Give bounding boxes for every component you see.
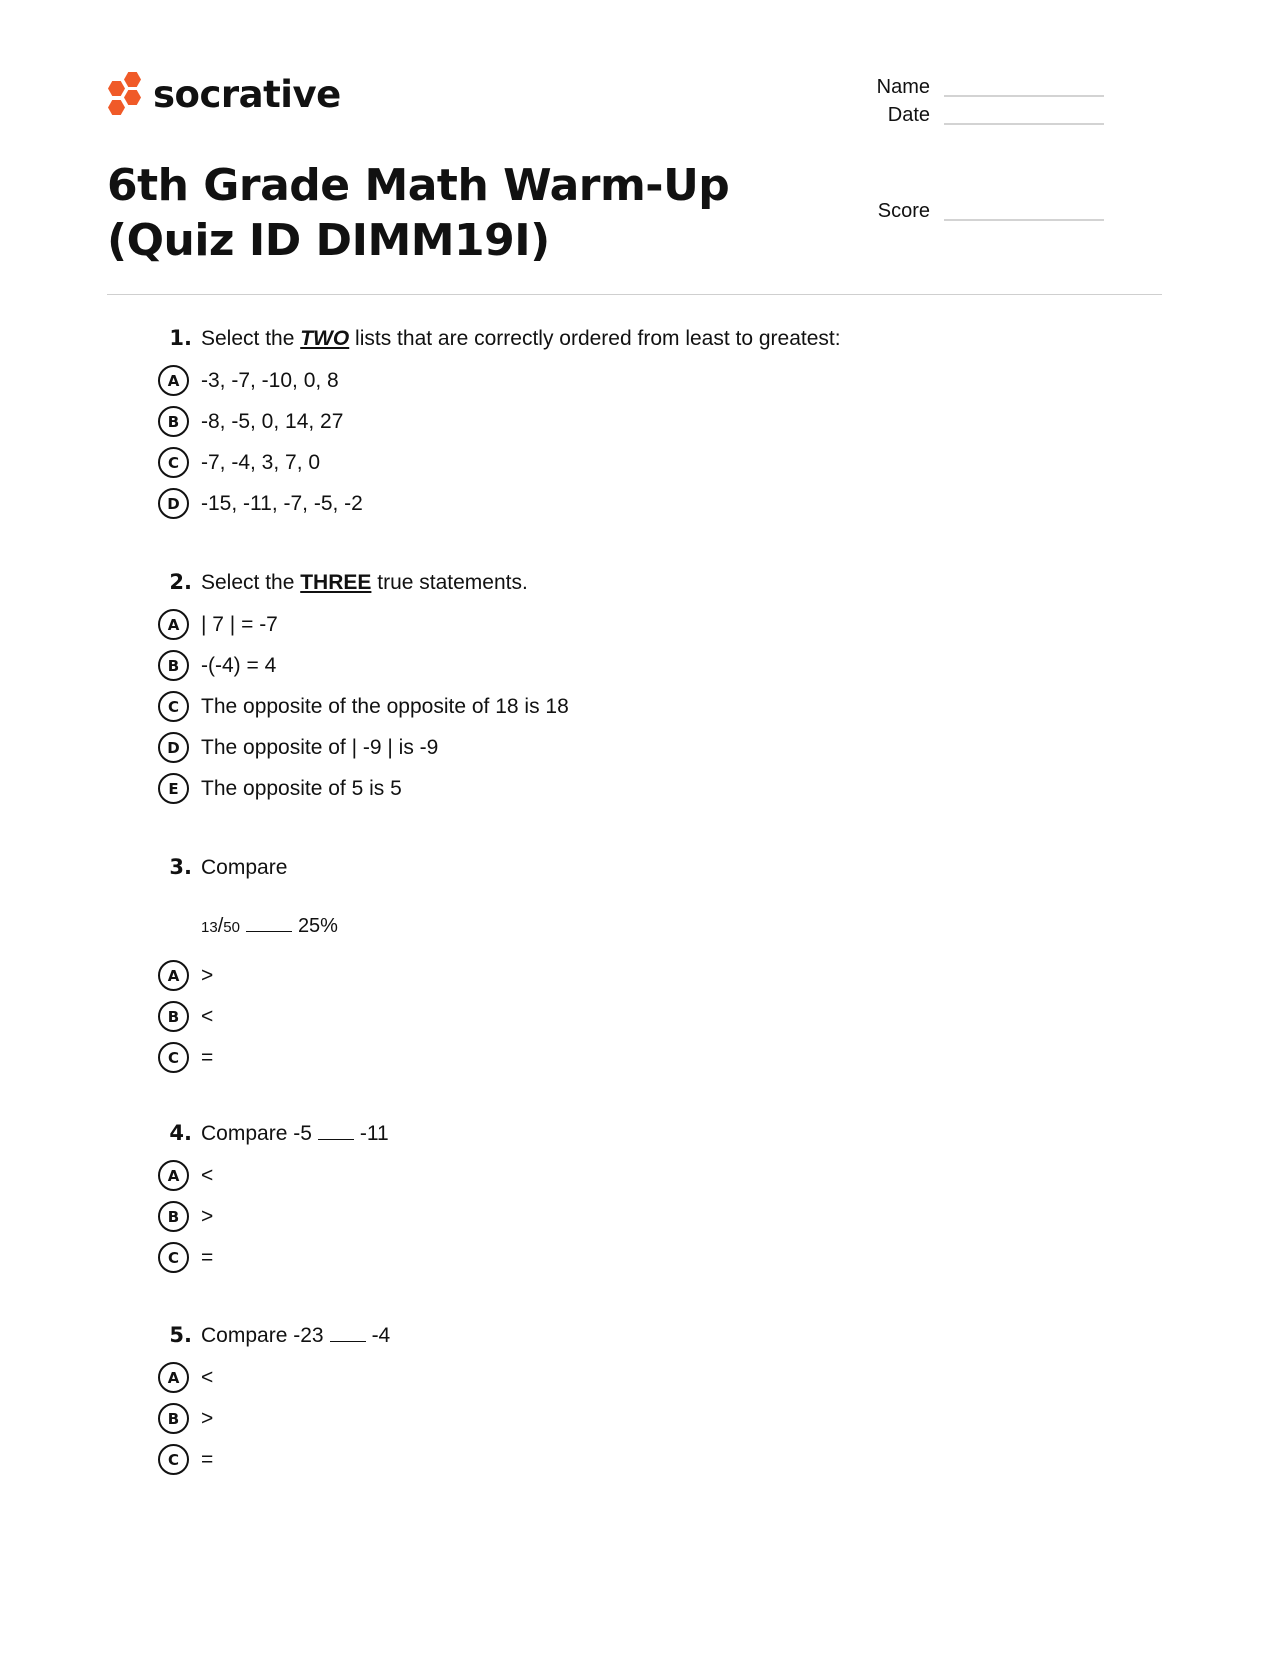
choice-a[interactable]: A < — [158, 1155, 1058, 1196]
question-number: 5. — [169, 1323, 192, 1347]
comparison-right: 25% — [297, 915, 338, 937]
date-input-line[interactable] — [944, 123, 1104, 125]
question-text: Select the TWO lists that are correctly ordered from least to greatest: — [201, 327, 841, 350]
bubble-icon[interactable]: A — [158, 365, 189, 396]
bubble-icon[interactable]: D — [158, 732, 189, 763]
bubble-icon[interactable]: C — [158, 1444, 189, 1475]
choice-d[interactable]: D The opposite of | -9 | is -9 — [158, 727, 1058, 768]
fraction-numerator: 13 — [201, 919, 218, 936]
bubble-icon[interactable]: C — [158, 1242, 189, 1273]
brand-name: socrative — [153, 72, 341, 116]
header-divider — [107, 294, 1162, 295]
question-3 — [158, 855, 1058, 1078]
choice-c[interactable]: C -7, -4, 3, 7, 0 — [158, 442, 1058, 483]
page-title: 6th Grade Math Warm-Up (Quiz ID DIMM19I) — [107, 160, 730, 266]
choice-c[interactable]: C = — [158, 1037, 1058, 1078]
answer-blank — [330, 1341, 366, 1342]
answer-blank — [318, 1139, 354, 1140]
fraction-denominator: 50 — [223, 919, 240, 936]
question-number: 4. — [169, 1121, 192, 1145]
score-field[interactable] — [860, 199, 1104, 223]
question-1 — [158, 326, 1058, 524]
question-text: Compare — [201, 856, 288, 879]
name-input-line[interactable] — [944, 95, 1104, 97]
choice-b[interactable]: B > — [158, 1398, 1058, 1439]
question-text: Compare -23 -4 — [201, 1324, 391, 1347]
bubble-icon[interactable]: D — [158, 488, 189, 519]
question-5 — [158, 1323, 1058, 1480]
choice-b[interactable]: B -(-4) = 4 — [158, 645, 1058, 686]
bubble-icon[interactable]: C — [158, 1042, 189, 1073]
bubble-icon[interactable]: E — [158, 773, 189, 804]
question-number: 3. — [169, 855, 192, 879]
hexagon-logo-icon — [107, 70, 145, 118]
choice-d[interactable]: D -15, -11, -7, -5, -2 — [158, 483, 1058, 524]
date-field[interactable] — [860, 103, 1104, 127]
question-4 — [158, 1121, 1058, 1278]
bubble-icon[interactable]: A — [158, 609, 189, 640]
question-2 — [158, 570, 1058, 809]
choice-b[interactable]: B < — [158, 996, 1058, 1037]
comparison-expression: 13 / 50 25% — [201, 915, 338, 937]
bubble-icon[interactable]: A — [158, 1362, 189, 1393]
bubble-icon[interactable]: B — [158, 650, 189, 681]
question-text: Select the THREE true statements. — [201, 571, 528, 594]
choice-c[interactable]: C = — [158, 1439, 1058, 1480]
choice-a[interactable]: A -3, -7, -10, 0, 8 — [158, 360, 1058, 401]
name-field[interactable] — [860, 75, 1104, 99]
choice-c[interactable]: C = — [158, 1237, 1058, 1278]
name-label: Name — [876, 76, 930, 98]
choice-a[interactable]: A | 7 | = -7 — [158, 604, 1058, 645]
question-text: Compare -5 -11 — [201, 1122, 389, 1145]
choice-c[interactable]: C The opposite of the opposite of 18 is 18 — [158, 686, 1058, 727]
date-label: Date — [887, 104, 930, 126]
bubble-icon[interactable]: B — [158, 1001, 189, 1032]
choice-e[interactable]: E The opposite of 5 is 5 — [158, 768, 1058, 809]
bubble-icon[interactable]: B — [158, 1201, 189, 1232]
bubble-icon[interactable]: B — [158, 406, 189, 437]
choice-a[interactable]: A > — [158, 955, 1058, 996]
bubble-icon[interactable]: C — [158, 691, 189, 722]
question-number: 2. — [169, 570, 192, 594]
answer-blank — [246, 931, 292, 932]
score-input-line[interactable] — [944, 219, 1104, 221]
bubble-icon[interactable]: A — [158, 1160, 189, 1191]
choice-b[interactable]: B > — [158, 1196, 1058, 1237]
socrative-logo — [107, 70, 341, 118]
bubble-icon[interactable]: C — [158, 447, 189, 478]
choice-a[interactable]: A < — [158, 1357, 1058, 1398]
bubble-icon[interactable]: A — [158, 960, 189, 991]
bubble-icon[interactable]: B — [158, 1403, 189, 1434]
choice-b[interactable]: B -8, -5, 0, 14, 27 — [158, 401, 1058, 442]
score-label: Score — [877, 200, 930, 222]
question-number: 1. — [169, 326, 192, 350]
